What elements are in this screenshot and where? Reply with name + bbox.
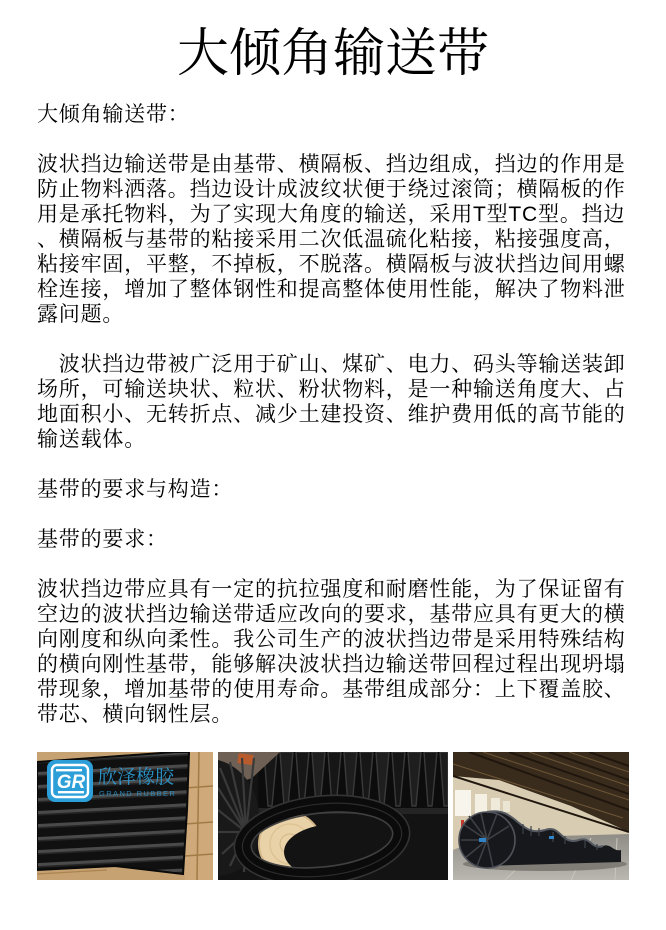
photo-belt-roll-image bbox=[218, 752, 448, 880]
photo-ribbed-sidewall bbox=[37, 752, 213, 880]
paragraph-application: 波状挡边带被广泛用于矿山、煤矿、电力、码头等输送装卸场所，可输送块状、粒状、粉状物料，是一种输送角度大、占地面积小、无转折点、减少土建投资、维护费用低的高节能的输送载体。 bbox=[37, 353, 626, 451]
logo-monogram: GR bbox=[56, 772, 86, 793]
photo-warehouse-image bbox=[453, 752, 629, 880]
blue-label bbox=[549, 836, 554, 839]
orange-object bbox=[237, 753, 253, 765]
photo-warehouse-stock bbox=[453, 752, 629, 880]
watermark-brand-cn: 欣泽橡胶 bbox=[98, 767, 175, 788]
product-gallery bbox=[37, 752, 629, 880]
page-title: 大倾角输送带 bbox=[176, 25, 489, 83]
blue-label bbox=[479, 838, 486, 842]
grand-rubber-logo-icon bbox=[47, 760, 93, 802]
photo-belt-roll-closeup bbox=[218, 752, 448, 880]
photo-ribbed-sidewall-image bbox=[37, 752, 213, 880]
watermark-brand-en: GRAND RUBBER bbox=[99, 789, 177, 798]
paragraph-composition: 波状挡边输送带是由基带、横隔板、挡边组成，挡边的作用是防止物料洒落。挡边设计成波纹状便于绕过滚筒；横隔板的作用是承托物料，为了实现大角度的输送，采用T型TC型。挡边、横隔板与基带的粘接采用二次低温硫化粘接，粘接强度高，粘接牢固，平整，不掉板，不脱落。横隔板与波状挡边间用螺栓连接，增加了整体钢性和提高整体使用性能，解决了物料泄露问题。 bbox=[37, 153, 626, 326]
heading-base-belt-requirement: 基带的要求： bbox=[37, 528, 168, 551]
heading-base-belt-structure: 基带的要求与构造： bbox=[37, 478, 234, 501]
intro-label: 大倾角输送带： bbox=[37, 103, 190, 126]
paragraph-base-belt: 波状挡边带应具有一定的抗拉强度和耐磨性能，为了保证留有空边的波状挡边输送带适应改向的要求，基带应具有更大的横向刚度和纵向柔性。我公司生产的波状挡边带是采用特殊结构的横向刚性基带，能够解决波状挡边输送带回程过程出现坍塌带现象，增加基带的使用寿命。基带组成部分：上下覆盖胶、带芯、横向钢性层。 bbox=[37, 578, 626, 726]
